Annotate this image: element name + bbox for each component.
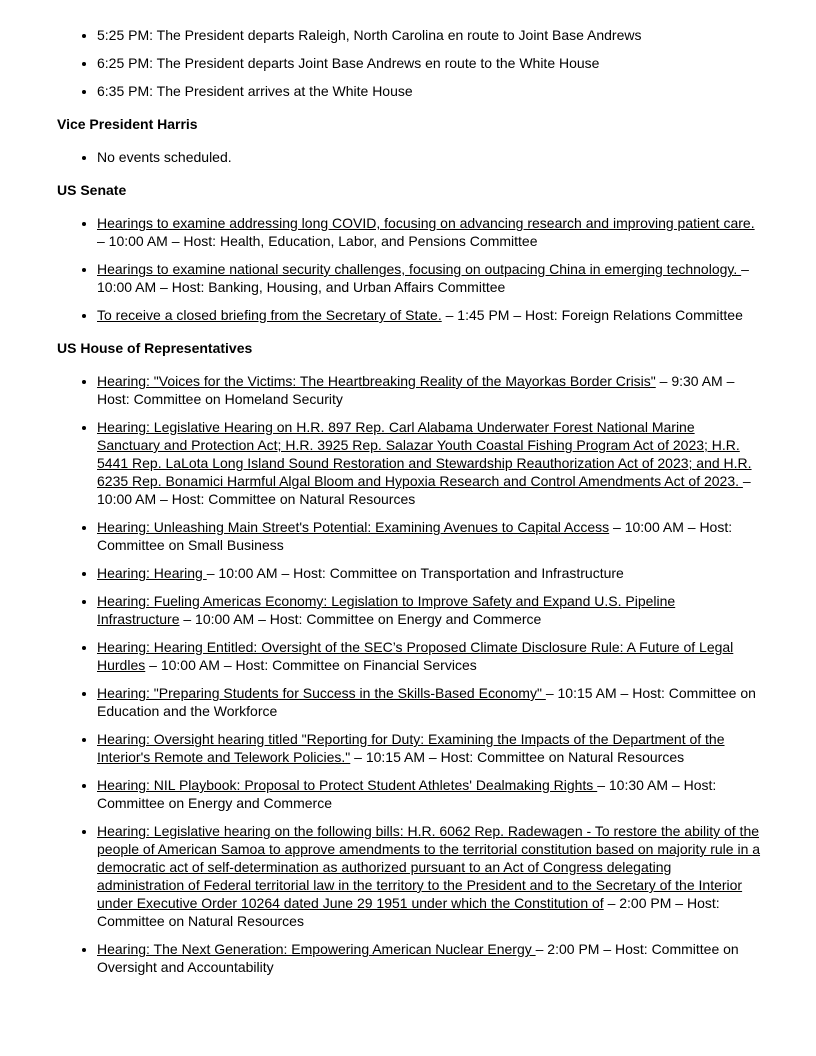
hearing-link[interactable]: Hearings to examine national security challenges, focusing on outpacing China in emerging technology.: [97, 261, 742, 277]
hearing-detail: – 9:30 AM – Host: Committee on Homeland Security: [97, 373, 735, 407]
hearing-link[interactable]: Hearing: Fueling Americas Economy: Legislation to Improve Safety and Expand U.S. Pipeline Infrastructure: [97, 593, 676, 627]
list-item: [97, 372, 761, 408]
hearing-link[interactable]: Hearings to examine addressing long COVID, focusing on advancing research and improving patient care.: [97, 215, 755, 231]
senate-heading: US Senate: [57, 182, 127, 198]
hearing-link[interactable]: Hearing: Hearing: [97, 565, 207, 581]
list-item: [97, 214, 761, 250]
list-item: [97, 638, 761, 674]
list-item: [97, 592, 761, 628]
vice-president-list: [57, 148, 761, 166]
hearing-link[interactable]: Hearing: Hearing Entitled: Oversight of the SEC’s Proposed Climate Disclosure Rule: A Future of Legal Hurdles: [97, 639, 734, 673]
list-item: • 6:25 PM: The President departs Joint Base Andrews en route to the White House: [97, 54, 761, 72]
vice-president-heading: Vice President Harris: [57, 116, 198, 132]
list-item: [97, 564, 761, 582]
hearing-detail: – 10:00 AM – Host: Banking, Housing, and Urban Affairs Committee: [97, 261, 749, 295]
list-item: [97, 822, 761, 930]
house-list: [57, 372, 761, 976]
list-item: [97, 518, 761, 554]
list-item: • 6:35 PM: The President arrives at the White House: [97, 82, 761, 100]
hearing-link[interactable]: Hearing: "Preparing Students for Success in the Skills-Based Economy": [97, 685, 546, 701]
list-item: [97, 730, 761, 766]
hearing-detail: – 10:00 AM – Host: Committee on Financial Services: [145, 657, 477, 673]
hearing-detail: – 10:15 AM – Host: Committee on Education and the Workforce: [97, 685, 756, 719]
hearing-link[interactable]: Hearing: The Next Generation: Empowering American Nuclear Energy: [97, 941, 536, 957]
hearing-link[interactable]: Hearing: Legislative hearing on the following bills: H.R. 6062 Rep. Radewagen - To restore the ability of the people of American Samoa to approve amendments to the territorial constitution based on majority rule in a democratic act of self-determination as authorized pursuant to an Act of Congress delegating administration of Federal territorial law in the territory to the President and to the Secretary of the Interior under Executive Order 10264 dated June 29 1951 under which the Constitution of: [97, 823, 761, 911]
hearing-link[interactable]: Hearing: Legislative Hearing on H.R. 897 Rep. Carl Alabama Underwater Forest National Marine Sanctuary and Protection Act; H.R. 3925 Rep. Salazar Youth Coastal Fishing Program Act of 2023; H.R. 5441 Rep. LaLota Long Island Sound Restoration and Stewardship Reauthorization Act of 2023; and H.R. 6235 Rep. Bonamici Harmful Algal Bloom and Hypoxia Research and Control Amendments Act of 2023.: [97, 419, 752, 489]
hearing-detail: – 10:00 AM – Host: Health, Education, Labor, and Pensions Committee: [97, 233, 538, 249]
senate-list: [57, 214, 761, 324]
hearing-detail: – 1:45 PM – Host: Foreign Relations Committee: [441, 307, 743, 323]
house-heading: US House of Representatives: [57, 340, 253, 356]
hearing-detail: – 2:00 PM – Host: Committee on Oversight and Accountability: [97, 941, 739, 975]
list-item: • No events scheduled.: [97, 148, 761, 166]
hearing-detail: – 10:30 AM – Host: Committee on Energy and Commerce: [97, 777, 717, 811]
hearing-link[interactable]: Hearing: NIL Playbook: Proposal to Protect Student Athletes' Dealmaking Rights: [97, 777, 598, 793]
list-item: • 5:25 PM: The President departs Raleigh, North Carolina en route to Joint Base Andrews: [97, 26, 761, 44]
hearing-link[interactable]: To receive a closed briefing from the Secretary of State.: [97, 307, 442, 323]
hearing-detail: – 2:00 PM – Host: Committee on Natural Resources: [97, 895, 720, 929]
list-item: [97, 940, 761, 976]
hearing-link[interactable]: Hearing: Oversight hearing titled "Reporting for Duty: Examining the Impacts of the Department of the Interior's Remote and Telework Policies.": [97, 731, 725, 765]
president-schedule-list: [57, 26, 761, 100]
hearing-detail: – 10:15 AM – Host: Committee on Natural Resources: [350, 749, 685, 765]
hearing-detail: – 10:00 AM – Host: Committee on Transportation and Infrastructure: [206, 565, 624, 581]
list-item: [97, 418, 761, 508]
hearing-link[interactable]: Hearing: Unleashing Main Street's Potential: Examining Avenues to Capital Access: [97, 519, 610, 535]
hearing-detail: – 10:00 AM – Host: Committee on Natural Resources: [97, 473, 751, 507]
hearing-link[interactable]: Hearing: "Voices for the Victims: The Heartbreaking Reality of the Mayorkas Border Crisis": [97, 373, 656, 389]
list-item: [97, 306, 761, 324]
list-item: [97, 684, 761, 720]
list-item: [97, 776, 761, 812]
hearing-detail: – 10:00 AM – Host: Committee on Energy and Commerce: [179, 611, 542, 627]
list-item: [97, 260, 761, 296]
hearing-detail: – 10:00 AM – Host: Committee on Small Business: [97, 519, 733, 553]
